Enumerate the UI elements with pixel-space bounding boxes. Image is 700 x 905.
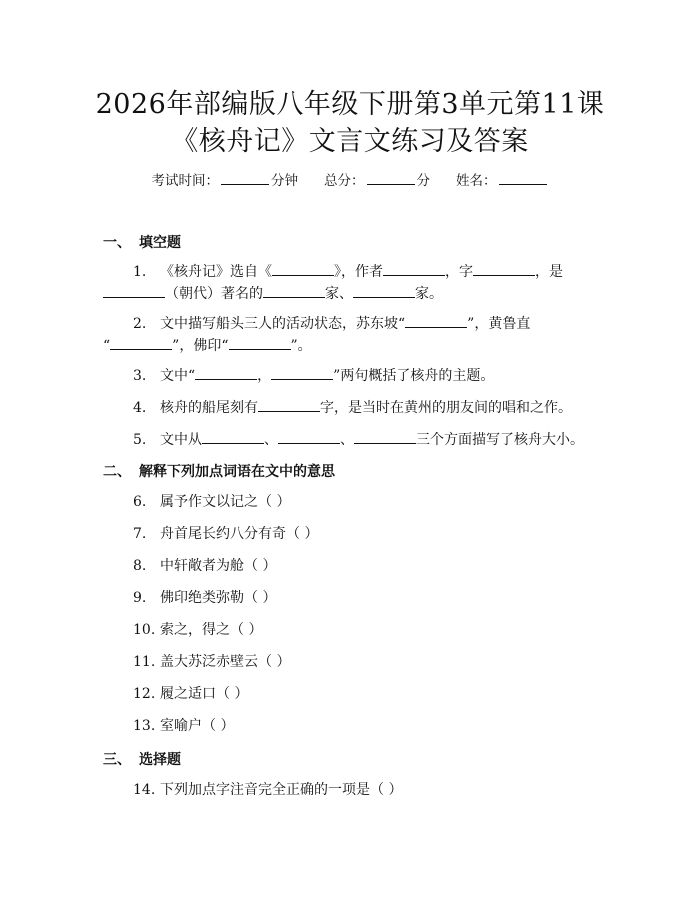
question-number: 11. — [133, 654, 156, 670]
question-text: 舟首尾长约八分有奇（ ） — [160, 526, 319, 542]
question-number: 2. — [133, 316, 147, 332]
question-11 — [133, 653, 290, 671]
question-number: 8. — [133, 558, 147, 574]
section-number: 一、 — [103, 235, 131, 251]
question-text: ， — [257, 368, 272, 384]
question-number: 4. — [133, 400, 147, 416]
question-number: 10. — [133, 622, 156, 638]
question-number: 14. — [133, 782, 156, 798]
question-13 — [133, 717, 234, 735]
page-subtitle: 《核舟记》文言文练习及答案 — [171, 126, 529, 157]
answer-blank — [271, 366, 333, 380]
question-text: 《核舟记》选自《 — [160, 264, 272, 280]
question-6 — [133, 493, 290, 511]
question-number: 12. — [133, 686, 156, 702]
question-text: 文中从 — [160, 432, 202, 448]
question-8 — [133, 557, 276, 575]
answer-blank — [272, 262, 334, 276]
question-text: 佛印绝类弥勒（ ） — [160, 590, 277, 606]
answer-blank — [278, 430, 340, 444]
exam-meta — [0, 169, 700, 189]
page-title: 2026年部编版八年级下册第3单元第11课 — [95, 89, 605, 120]
question-2-line2 — [103, 336, 312, 355]
question-text: 》，作者 — [334, 264, 383, 280]
question-2 — [133, 314, 530, 333]
question-text: 、 — [264, 432, 278, 448]
section-heading — [103, 461, 335, 481]
question-number: 9. — [133, 590, 147, 606]
question-text: ，是 — [535, 264, 563, 280]
question-number: 6. — [133, 494, 147, 510]
answer-blank — [229, 336, 291, 350]
question-text: 下列加点字注音完全正确的一项是（ ） — [160, 782, 403, 798]
question-text: 字，是当时在黄州的朋友间的唱和之作。 — [320, 400, 572, 416]
question-1 — [133, 262, 563, 281]
section-heading — [103, 232, 181, 252]
question-3 — [133, 366, 494, 385]
time-label: 考试时间： — [151, 173, 219, 189]
answer-blank — [354, 430, 416, 444]
question-text: “ — [103, 338, 111, 354]
answer-blank — [383, 262, 445, 276]
question-text: ，字 — [445, 264, 473, 280]
answer-blank — [405, 314, 467, 328]
score-blank — [367, 172, 415, 185]
question-number: 3. — [133, 368, 147, 384]
answer-blank — [258, 398, 320, 412]
question-text: 室喻户（ ） — [160, 718, 235, 734]
question-text: 文中“ — [160, 368, 196, 384]
question-text: ”，佛印“ — [172, 338, 229, 354]
question-number: 13. — [133, 718, 156, 734]
question-number: 5. — [133, 432, 147, 448]
section-title: 解释下列加点词语在文中的意思 — [139, 464, 335, 480]
question-1-line2 — [103, 284, 443, 303]
answer-blank — [195, 366, 257, 380]
question-text: ”，黄鲁直 — [467, 316, 531, 332]
question-text: 索之，得之（ ） — [160, 622, 263, 638]
section-title: 选择题 — [139, 752, 181, 768]
answer-blank — [202, 430, 264, 444]
question-text: 属予作文以记之（ ） — [160, 494, 291, 510]
section-number: 二、 — [103, 464, 131, 480]
question-text: 盖大苏泛赤壁云（ ） — [160, 654, 291, 670]
question-text: ”。 — [290, 338, 312, 354]
time-unit: 分钟 — [271, 173, 298, 189]
score-label: 总分： — [324, 173, 365, 189]
question-5 — [133, 430, 584, 449]
question-number: 1. — [133, 264, 147, 280]
question-text: 家。 — [415, 286, 443, 302]
question-number: 7. — [133, 526, 147, 542]
question-text: （朝代）著名的 — [165, 286, 263, 302]
name-label: 姓名： — [456, 173, 497, 189]
question-4 — [133, 398, 572, 417]
question-text: 三个方面描写了核舟大小。 — [416, 432, 584, 448]
answer-blank — [263, 284, 325, 298]
name-blank — [499, 172, 547, 185]
question-7 — [133, 525, 318, 543]
question-text: 文中描写船头三人的活动状态，苏东坡“ — [160, 316, 406, 332]
answer-blank — [103, 284, 165, 298]
time-blank — [221, 172, 269, 185]
question-text: 履之适口（ ） — [160, 686, 249, 702]
section-number: 三、 — [103, 752, 131, 768]
section-title: 填空题 — [139, 235, 181, 251]
question-text: 家、 — [325, 286, 353, 302]
question-12 — [133, 685, 248, 703]
question-text: 中轩敞者为舱（ ） — [160, 558, 277, 574]
section-heading — [103, 749, 181, 769]
question-14 — [133, 781, 402, 799]
answer-blank — [473, 262, 535, 276]
score-unit: 分 — [416, 173, 430, 189]
question-10 — [133, 621, 262, 639]
question-text: 核舟的船尾刻有 — [160, 400, 258, 416]
question-text: 、 — [340, 432, 354, 448]
question-text: ”两句概括了核舟的主题。 — [333, 368, 495, 384]
answer-blank — [353, 284, 415, 298]
answer-blank — [110, 336, 172, 350]
question-9 — [133, 589, 276, 607]
